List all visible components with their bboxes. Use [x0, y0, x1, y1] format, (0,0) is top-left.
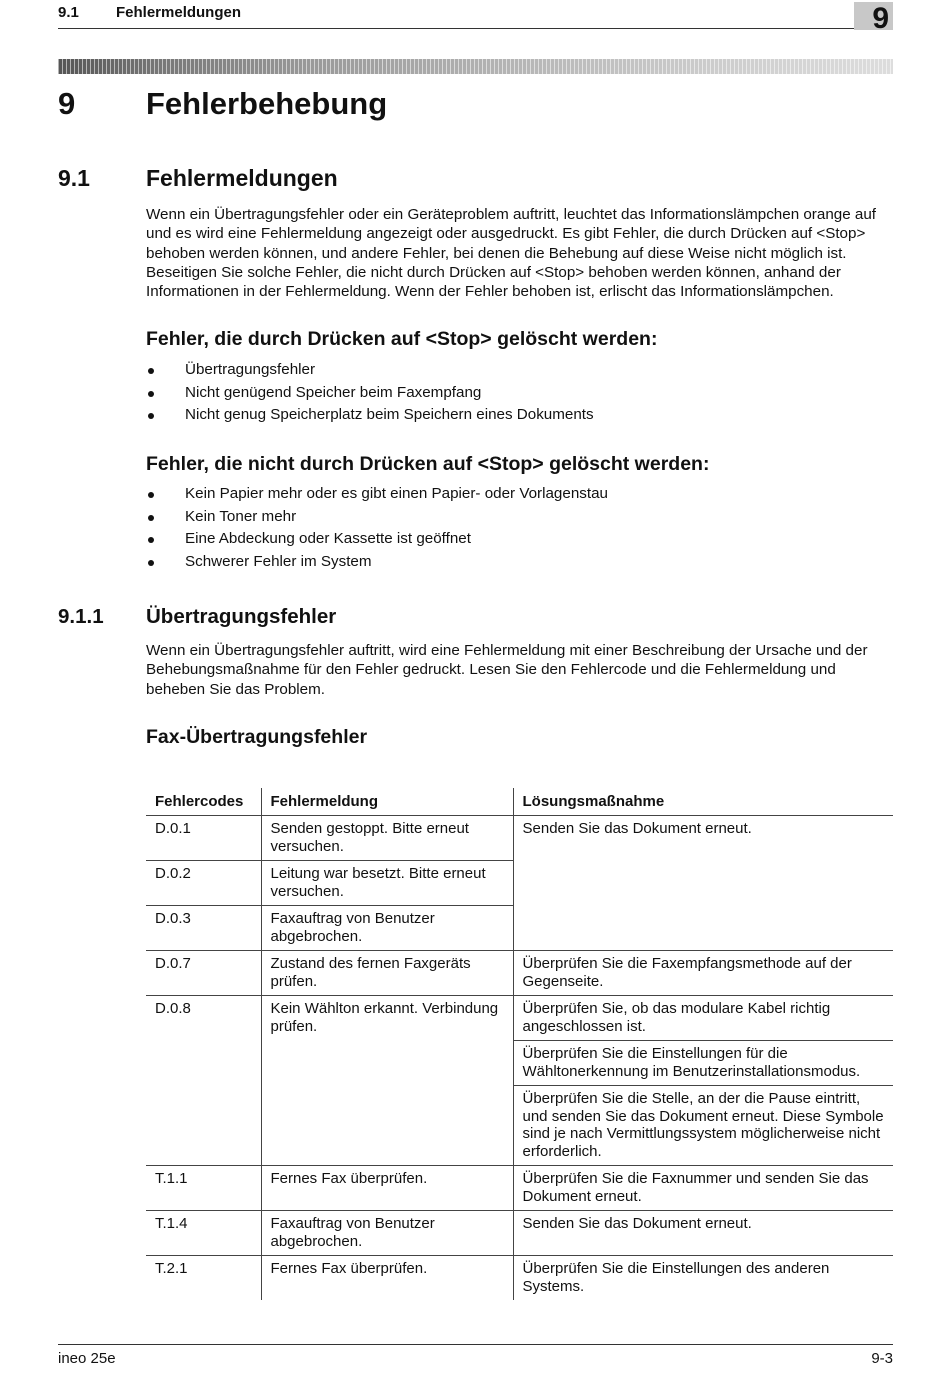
error-message: Zustand des fernen Faxgeräts prüfen. [261, 951, 513, 996]
table-row [146, 1166, 893, 1211]
error-solution: Überprüfen Sie die Faxnummer und senden Sie das Dokument erneut. [513, 1166, 893, 1211]
error-message: Faxauftrag von Benutzer abgebrochen. [261, 906, 513, 951]
header-rule [58, 28, 854, 29]
list-item-text: Kein Papier mehr oder es gibt einen Papier- oder Vorlagenstau [185, 485, 608, 502]
list-item-text: Nicht genügend Speicher beim Faxempfang [185, 383, 482, 401]
list-item-text: Schwerer Fehler im System [185, 552, 372, 570]
error-code: D.0.8 [146, 996, 261, 1166]
error-solution: Überprüfen Sie die Stelle, an der die Pause eintritt, und senden Sie das Dokument erneut. Diese Symbole sind je nach Vermittlungssystem möglicherweise nicht erforderlich. [513, 1086, 893, 1166]
list-item-text: Nicht genug Speicherplatz beim Speichern eines Dokuments [185, 406, 594, 423]
stop-clearable-list [146, 359, 594, 427]
list-item [146, 359, 594, 382]
section-intro: Wenn ein Übertragungsfehler oder ein Geräteproblem auftritt, leuchtet das Informationslämpchen orange auf und es wird eine Fehlermeldung angezeigt oder ausgedruckt. Es gibt Fehler, die durch Drücken auf <Stop> behoben werden können, und andere Fehler, bei denen die Behebung auf diese Weise nicht möglich ist. Beseitigen Sie solche Fehler, die nicht durch Drücken auf <Stop> behoben werden können, anhand der Informationen in der Fehlermeldung. Wenn der Fehler behoben ist, erlischt das Informationslämpchen. [146, 206, 876, 301]
bullet-icon [148, 391, 154, 397]
error-code: D.0.3 [146, 906, 261, 951]
footer-product: ineo 25e [58, 1350, 116, 1367]
chapter-tab: 9 [854, 2, 893, 30]
not-stop-clearable-heading: Fehler, die nicht durch Drücken auf <Stop> gelöscht werden: [146, 453, 710, 475]
error-solution: Überprüfen Sie, ob das modulare Kabel richtig angeschlossen ist. [513, 996, 893, 1041]
table-row [146, 1211, 893, 1256]
error-solution: Überprüfen Sie die Einstellungen des anderen Systems. [513, 1256, 893, 1301]
list-item-text: Eine Abdeckung oder Kassette ist geöffnet [185, 530, 471, 547]
error-message: Faxauftrag von Benutzer abgebrochen. [261, 1211, 513, 1256]
error-solution: Senden Sie das Dokument erneut. [513, 1211, 893, 1256]
decorative-gradient-bar [58, 59, 893, 74]
table-row [146, 816, 893, 861]
list-item-text: Übertragungsfehler [185, 361, 316, 378]
error-code: T.1.1 [146, 1166, 261, 1211]
bullet-icon [148, 492, 154, 498]
list-item [146, 483, 608, 506]
error-code: T.2.1 [146, 1256, 261, 1301]
error-solution: Überprüfen Sie die Faxempfangsmethode auf der Gegenseite. [513, 951, 893, 996]
footer-rule [58, 1344, 893, 1345]
error-solution: Senden Sie das Dokument erneut. [513, 816, 893, 951]
table-row [146, 951, 893, 996]
error-solution: Überprüfen Sie die Einstellungen für die Wähltonerkennung im Benutzerinstallationsmodus. [513, 1041, 893, 1086]
list-item [146, 551, 608, 574]
subsection-title [58, 605, 336, 629]
column-header-solution: Lösungsmaßnahme [513, 788, 893, 816]
section-number: 9.1 [58, 165, 90, 191]
bullet-icon [148, 368, 154, 374]
list-item-text: Kein Toner mehr [185, 507, 297, 525]
bullet-icon [148, 515, 154, 521]
error-code: D.0.7 [146, 951, 261, 996]
error-code: D.0.1 [155, 820, 191, 837]
error-message: Leitung war besetzt. Bitte erneut versuchen. [261, 861, 513, 906]
error-code: T.1.4 [146, 1211, 261, 1256]
bullet-icon [148, 413, 154, 419]
stop-clearable-heading: Fehler, die durch Drücken auf <Stop> gelöscht werden: [146, 328, 658, 350]
error-message: Kein Wählton erkannt. Verbindung prüfen. [261, 996, 513, 1166]
section-title-text: Fehlermeldungen [146, 165, 338, 191]
error-message: Fernes Fax überprüfen. [261, 1256, 513, 1301]
error-message: Senden gestoppt. Bitte erneut versuchen. [261, 816, 513, 861]
not-stop-clearable-list [146, 483, 608, 573]
list-item [146, 506, 608, 529]
bullet-icon [148, 560, 154, 566]
table-row [146, 996, 893, 1041]
fax-error-table [146, 788, 893, 1300]
list-item [146, 382, 594, 405]
chapter-title [58, 86, 387, 122]
footer-page-number: 9-3 [871, 1350, 893, 1367]
running-header [58, 4, 241, 21]
error-code: D.0.2 [146, 861, 261, 906]
section-title [58, 165, 338, 192]
column-header-message: Fehlermeldung [261, 788, 513, 816]
subsection-number: 9.1.1 [58, 605, 104, 628]
table-row [146, 1256, 893, 1301]
table-header-row [146, 788, 893, 816]
fax-errors-heading: Fax-Übertragungsfehler [146, 726, 368, 748]
chapter-number: 9 [58, 86, 76, 121]
chapter-title-text: Fehlerbehebung [146, 86, 388, 121]
subsection-title-text: Übertragungsfehler [146, 605, 337, 628]
header-section-title: Fehlermeldungen [116, 4, 242, 21]
subsection-text: Wenn ein Übertragungsfehler auftritt, wird eine Fehlermeldung mit einer Beschreibung der Ursache und der Behebungsmaßnahme für den Fehler gedruckt. Lesen Sie den Fehlercode und die Fehlermeldung und beheben Sie das Problem. [146, 642, 868, 698]
header-section-number: 9.1 [58, 4, 79, 21]
error-message: Fernes Fax überprüfen. [261, 1166, 513, 1211]
column-header-code: Fehlercodes [146, 788, 261, 816]
list-item [146, 404, 594, 427]
bullet-icon [148, 537, 154, 543]
list-item [146, 528, 608, 551]
